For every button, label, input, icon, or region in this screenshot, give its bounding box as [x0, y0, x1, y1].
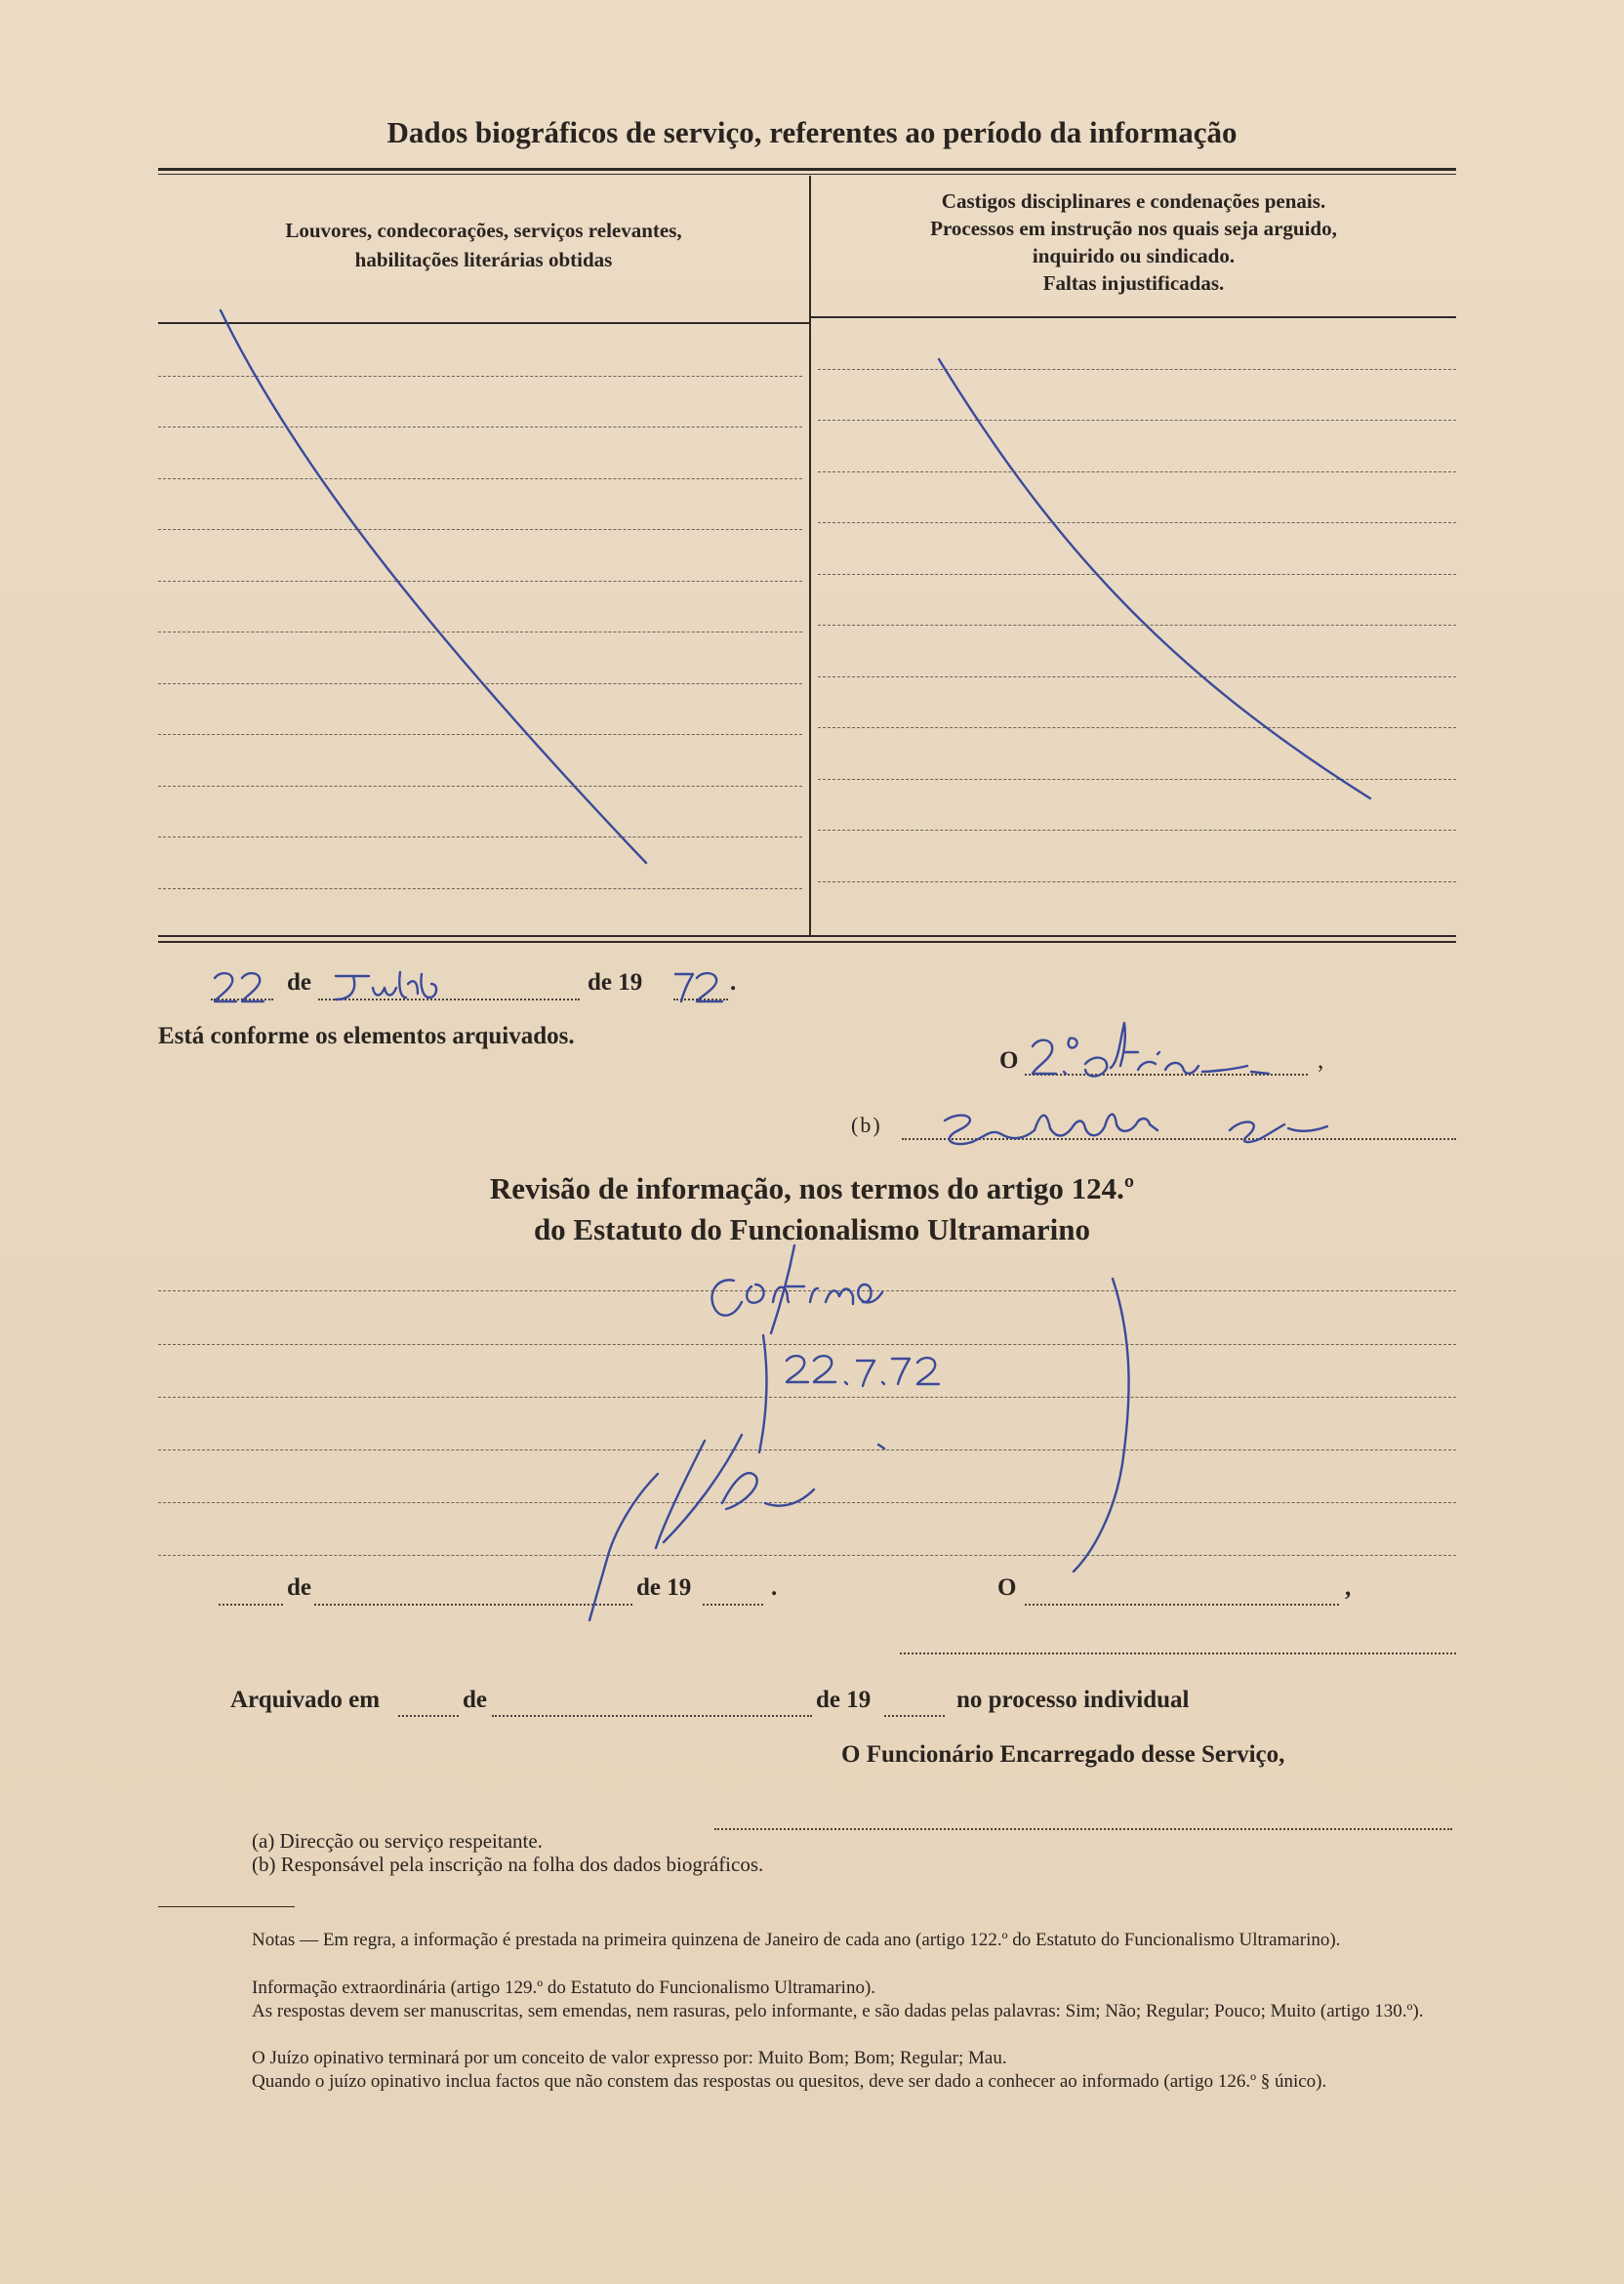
date-period: . — [730, 969, 737, 996]
section-bottom-rule-2 — [158, 941, 1456, 943]
right-column-heading-line1: Castigos disciplinares e condenações penais. — [941, 189, 1326, 213]
revision-de-1: de — [287, 1574, 311, 1601]
archive-responsible: O Funcionário Encarregado desse Serviço, — [841, 1741, 1285, 1768]
archive-month-line — [492, 1715, 812, 1717]
archive-day-line — [398, 1715, 459, 1717]
section-bottom-rule-1 — [158, 935, 1456, 937]
right-column-heading-line2: Processos em instrução nos quais seja arguido, — [930, 217, 1337, 240]
archive-arquivado-em: Arquivado em — [230, 1687, 381, 1713]
title-rule-thick — [158, 168, 1456, 171]
title-rule-thin — [158, 174, 1456, 175]
archive-signature-line — [714, 1828, 1452, 1830]
conformity-signature-line — [902, 1138, 1456, 1140]
handwritten-role — [1033, 1023, 1269, 1077]
handwritten-initials — [589, 1435, 884, 1620]
conformity-role-comma: , — [1318, 1047, 1324, 1074]
handwritten-day — [215, 973, 264, 1001]
conformity-o-label: O — [999, 1047, 1019, 1074]
footnote-b: (b) Responsável pela inscrição na folha dos dados biográficos. — [252, 1853, 764, 1876]
archive-de: de — [463, 1687, 487, 1713]
notes-paragraph-3: As respostas devem ser manuscritas, sem emendas, nem rasuras, pelo informante, e são dadas pelas palavras: Sim; Não; Regular; Pouco; Muito (artigo 130.º). — [252, 2001, 1424, 2021]
date-de-19: de 19 — [588, 969, 643, 996]
revision-comma: , — [1345, 1574, 1352, 1601]
conformity-b-label: (b) — [851, 1113, 882, 1137]
left-column-heading-line1: Louvores, condecorações, serviços relevantes, — [285, 219, 682, 242]
revision-month-line — [314, 1604, 632, 1606]
revision-period: . — [771, 1574, 778, 1601]
revision-signature-line — [900, 1652, 1456, 1654]
archive-de-19: de 19 — [816, 1687, 872, 1713]
ink-bracket — [759, 1279, 1129, 1571]
page-title: Dados biográficos de serviço, referentes ao período da informação — [386, 115, 1238, 149]
handwritten-year — [675, 973, 722, 1001]
handwritten-revision-date — [787, 1356, 939, 1386]
right-heading-rule — [811, 316, 1456, 318]
archive-year-line — [884, 1715, 945, 1717]
revision-title-line1: Revisão de informação, nos termos do artigo 124.º — [489, 1171, 1135, 1205]
notes-paragraph-5: Quando o juízo opinativo inclua factos que não constem das respostas ou quesitos, deve ser dado a conhecer ao informado (artigo 126.º § único). — [252, 2071, 1327, 2092]
revision-title-line2: do Estatuto do Funcionalismo Ultramarino — [533, 1212, 1091, 1246]
notes-separator — [158, 1906, 295, 1907]
handwritten-confirmo — [711, 1245, 882, 1333]
archive-processo: no processo individual — [956, 1687, 1190, 1713]
date-month-line — [318, 999, 580, 1000]
revision-o-label: O — [997, 1574, 1017, 1601]
left-column-cancel-stroke — [221, 310, 646, 863]
date-de-1: de — [287, 969, 311, 996]
notes-paragraph-1: Notas — Em regra, a informação é prestada na primeira quinzena de Janeiro de cada ano (artigo 122.º do Estatuto do Funcionalismo Ultramarino). — [252, 1930, 1341, 1950]
revision-day-line — [219, 1604, 283, 1606]
notes-paragraph-4: O Juízo opinativo terminará por um conceito de valor expresso por: Muito Bom; Bom; Regular; Mau. — [252, 2048, 1007, 2068]
handwritten-month — [336, 972, 436, 999]
date-day-line — [211, 999, 273, 1000]
revision-o-line — [1025, 1604, 1339, 1606]
right-column-heading-line3: inquirido ou sindicado. — [1032, 244, 1236, 267]
revision-de-19: de 19 — [636, 1574, 692, 1601]
left-heading-rule — [158, 322, 809, 324]
right-column-heading-line4: Faltas injustificadas. — [1042, 271, 1225, 295]
notes-paragraph-2: Informação extraordinária (artigo 129.º do Estatuto do Funcionalismo Ultramarino). — [252, 1978, 876, 1998]
conformity-statement: Está conforme os elementos arquivados. — [158, 1023, 575, 1049]
right-column-cancel-stroke — [939, 359, 1370, 798]
footnote-a: (a) Direcção ou serviço respeitante. — [252, 1829, 543, 1853]
revision-year-line — [703, 1604, 763, 1606]
date-year-line — [673, 999, 728, 1000]
left-column-heading-line2: habilitações literárias obtidas — [354, 248, 613, 271]
conformity-role-line — [1025, 1074, 1308, 1076]
